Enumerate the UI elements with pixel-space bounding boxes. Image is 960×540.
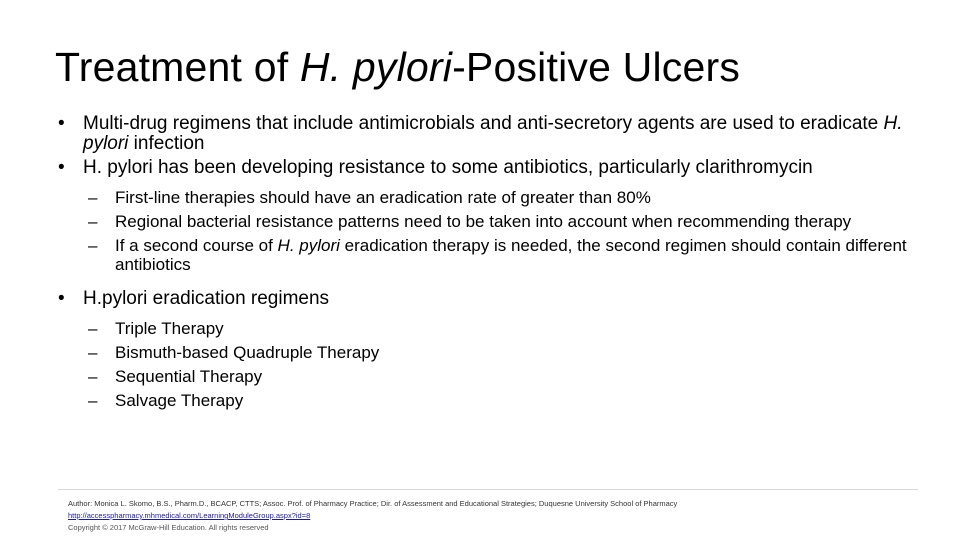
sub-bullet-item bbox=[58, 343, 918, 362]
dash-marker: – bbox=[88, 212, 98, 231]
sub-bullet-item bbox=[58, 188, 918, 207]
bullet-text: H.pylori eradication regimens bbox=[83, 288, 330, 309]
sub-bullet-text: Sequential Therapy bbox=[115, 367, 263, 386]
dash-marker: – bbox=[88, 391, 98, 410]
footer-author: Author: Monica L. Skomo, B.S., Pharm.D., BCACP, CTTS; Assoc. Prof. of Pharmacy Practice; Dir. of Assessment and Educational Strategies; Duquesne University School of Pharmacy bbox=[68, 499, 678, 508]
bullet-item bbox=[58, 114, 918, 154]
sub-bullet-item bbox=[58, 367, 918, 386]
slide-title bbox=[55, 44, 740, 91]
sub-bullet-item bbox=[58, 319, 918, 338]
footer-divider bbox=[58, 489, 918, 490]
bullet-marker: • bbox=[58, 288, 65, 309]
slide-body bbox=[58, 114, 918, 415]
title-prefix: Treatment of bbox=[55, 44, 300, 90]
sub-bullet-text: Regional bacterial resistance patterns need to be taken into account when recommending therapy bbox=[115, 212, 852, 231]
dash-marker: – bbox=[88, 343, 98, 362]
bullet-text: H. pylori has been developing resistance to some antibiotics, particularly clarithromycin bbox=[83, 157, 813, 178]
bullet-italic: H. pylori bbox=[83, 113, 903, 154]
footer-copyright: Copyright © 2017 McGraw-Hill Education. All rights reserved bbox=[68, 523, 269, 532]
sub-bullet-item bbox=[58, 236, 918, 274]
dash-marker: – bbox=[88, 367, 98, 386]
dash-marker: – bbox=[88, 319, 98, 338]
sub-bullet-text: If a second course of bbox=[115, 236, 278, 255]
sub-bullet-text: Triple Therapy bbox=[115, 319, 224, 338]
sub-bullet-text: eradication therapy is needed, the second regimen should contain different antibiotics bbox=[115, 236, 907, 274]
sub-bullet-item bbox=[58, 391, 918, 410]
bullet-text: Multi-drug regimens that include antimicrobials and anti-secretory agents are used to eradicate bbox=[83, 113, 884, 134]
sub-bullet-text: Bismuth-based Quadruple Therapy bbox=[115, 343, 380, 362]
sub-bullet-italic: H. pylori bbox=[277, 236, 340, 255]
bullet-text: infection bbox=[128, 133, 205, 154]
bullet-marker: • bbox=[58, 157, 65, 178]
bullet-item bbox=[58, 289, 918, 309]
dash-marker: – bbox=[88, 188, 98, 207]
bullet-marker: • bbox=[58, 113, 65, 134]
slide-footer bbox=[68, 498, 888, 534]
footer-link[interactable]: http://accesspharmacy.mhmedical.com/LearningModuleGroup.aspx?id=8 bbox=[68, 511, 311, 520]
sub-bullet-text: Salvage Therapy bbox=[115, 391, 244, 410]
dash-marker: – bbox=[88, 236, 98, 255]
title-italic: H. pylori bbox=[299, 44, 453, 90]
title-suffix: -Positive Ulcers bbox=[452, 44, 741, 90]
bullet-item bbox=[58, 158, 918, 178]
sub-bullet-text: First-line therapies should have an eradication rate of greater than 80% bbox=[115, 188, 651, 207]
sub-bullet-item bbox=[58, 212, 918, 231]
